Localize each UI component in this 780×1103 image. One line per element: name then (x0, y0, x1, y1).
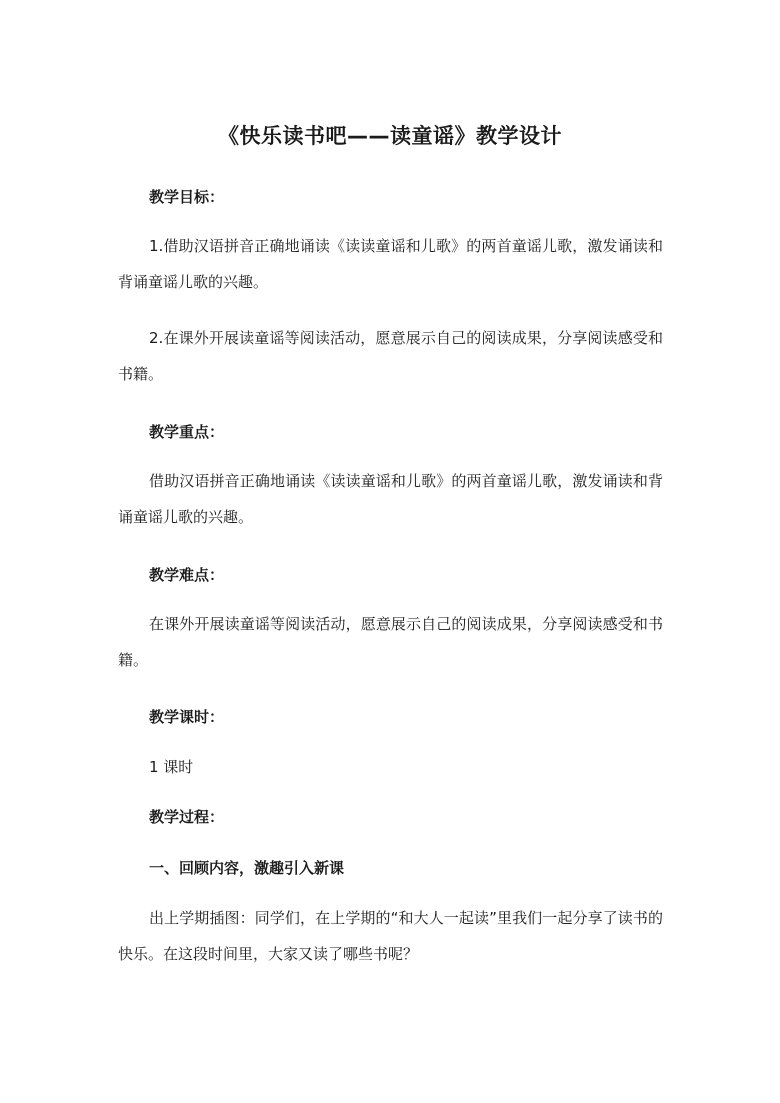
duration-heading: 教学课时： (149, 708, 225, 726)
process-heading: 教学过程： (149, 808, 225, 826)
document-title: 《快乐读书吧——读童谣》教学设计 (218, 124, 562, 148)
duration-text: 1 课时 (149, 758, 194, 776)
difficulties-heading: 教学难点： (149, 566, 225, 584)
process-section-1-heading: 一、回顾内容，激趣引入新课 (149, 859, 345, 877)
difficulties-text: 在课外开展读童谣等阅读活动，愿意展示自己的阅读成果，分享阅读感受和书籍。 (118, 615, 663, 669)
key-points-heading: 教学重点： (149, 423, 225, 441)
objective-item-2: 2.在课外开展读童谣等阅读活动，愿意展示自己的阅读成果，分享阅读感受和书籍。 (118, 329, 663, 383)
objective-item-1: 1.借助汉语拼音正确地诵读《读读童谣和儿歌》的两首童谣儿歌，激发诵读和背诵童谣儿歌的兴趣。 (118, 237, 663, 291)
objectives-heading: 教学目标： (149, 188, 225, 206)
key-points-text: 借助汉语拼音正确地诵读《读读童谣和儿歌》的两首童谣儿歌，激发诵读和背诵童谣儿歌的兴趣。 (118, 472, 663, 526)
process-section-1-text: 出上学期插图：同学们，在上学期的“和大人一起读”里我们一起分享了读书的快乐。在这段时间里，大家又读了哪些书呢？ (118, 909, 663, 963)
